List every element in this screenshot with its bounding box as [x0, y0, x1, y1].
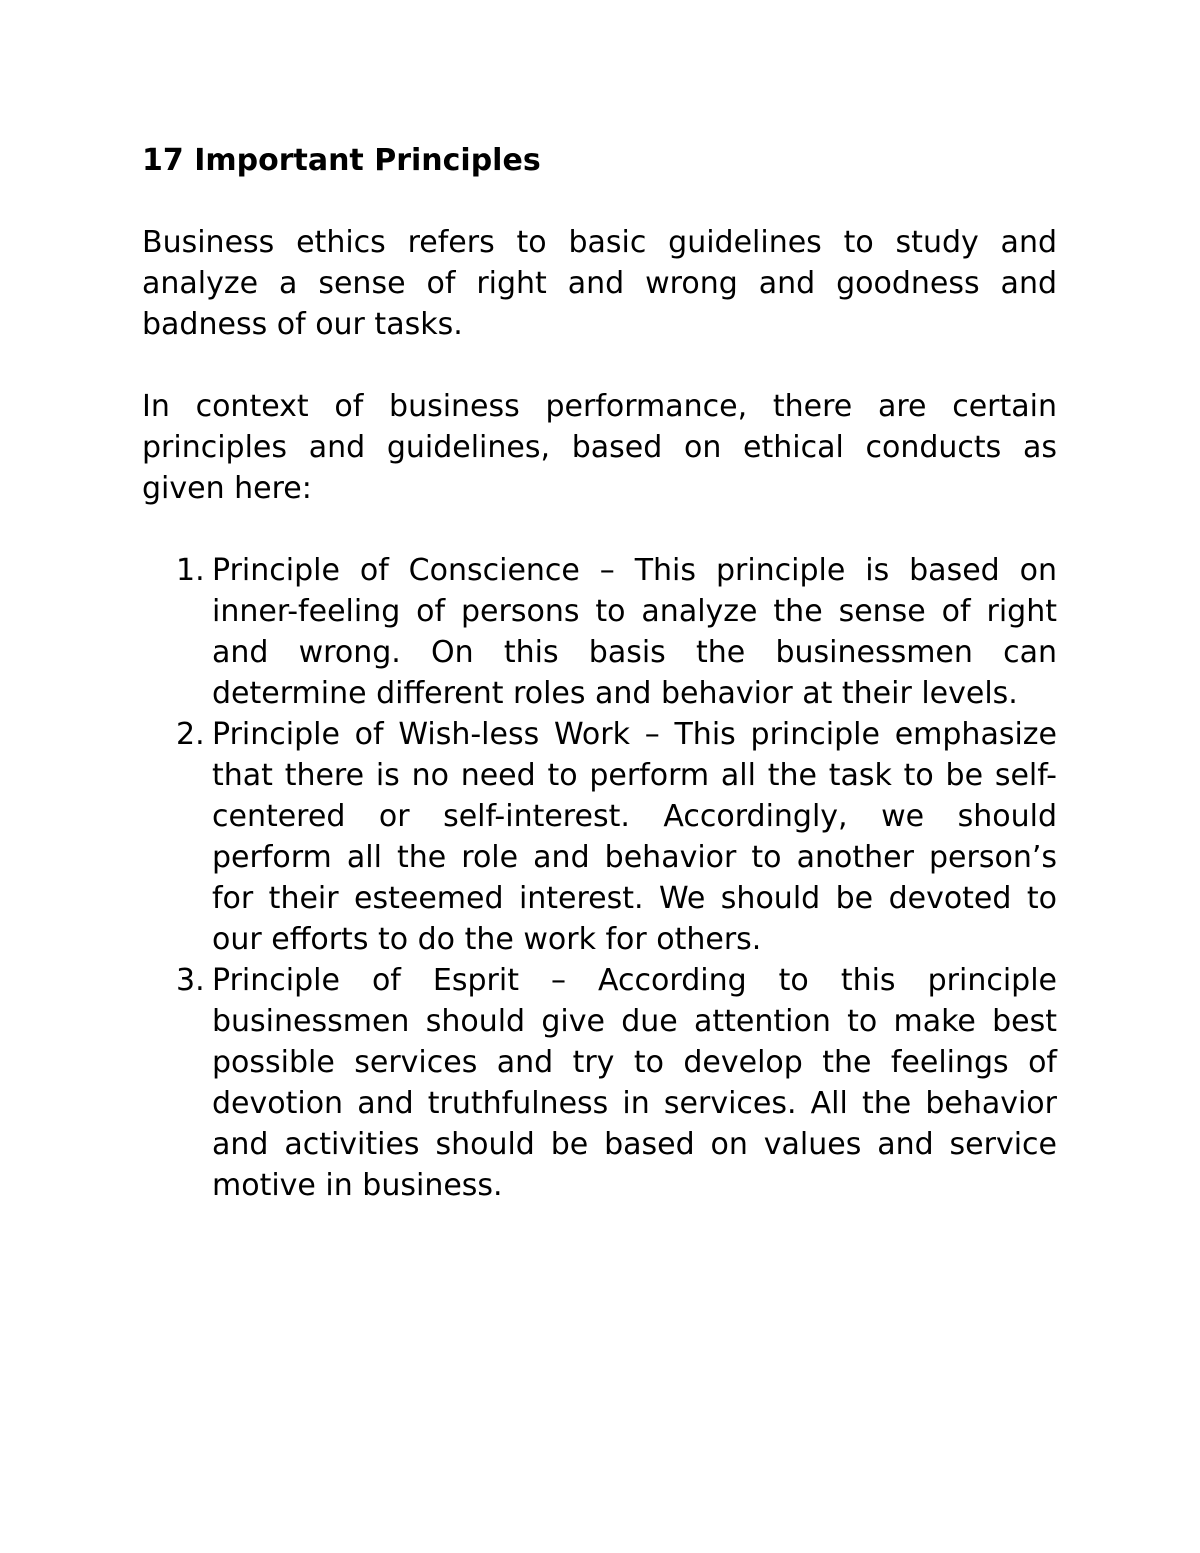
principles-list: [142, 550, 1057, 1206]
list-number: 3.: [176, 963, 205, 998]
list-number: 1.: [176, 553, 205, 588]
intro-paragraph: Business ethics refers to basic guidelines to study and analyze a sense of right and wrong and goodness and badness of our tasks.: [142, 225, 1057, 342]
principle-item-conscience: [142, 550, 1057, 714]
list-number: 2.: [176, 717, 205, 752]
principle-item-wish-less-work: [142, 714, 1057, 960]
document-page: [142, 140, 1057, 1206]
principle-item-esprit: [142, 960, 1057, 1206]
principle-text: Principle of Esprit – According to this principle businessmen should give due attention to make best possible services and try to develop the feelings of devotion and truthfulness in services. All the behavior and activities should be based on values and service motive in business.: [212, 963, 1057, 1203]
principle-text: Principle of Conscience – This principle is based on inner-feeling of persons to analyze the sense of right and wrong. On this basis the businessmen can determine different roles and behavior at their levels.: [212, 553, 1057, 711]
principle-text: Principle of Wish-less Work – This principle emphasize that there is no need to perform all the task to be self-centered or self-interest. Accordingly, we should perform all the role and behavior to another person’s for their esteemed interest. We should be devoted to our efforts to do the work for others.: [212, 717, 1057, 957]
context-paragraph: In context of business performance, there are certain principles and guidelines, based on ethical conducts as given here:: [142, 389, 1057, 506]
document-title: 17 Important Principles: [142, 143, 541, 178]
